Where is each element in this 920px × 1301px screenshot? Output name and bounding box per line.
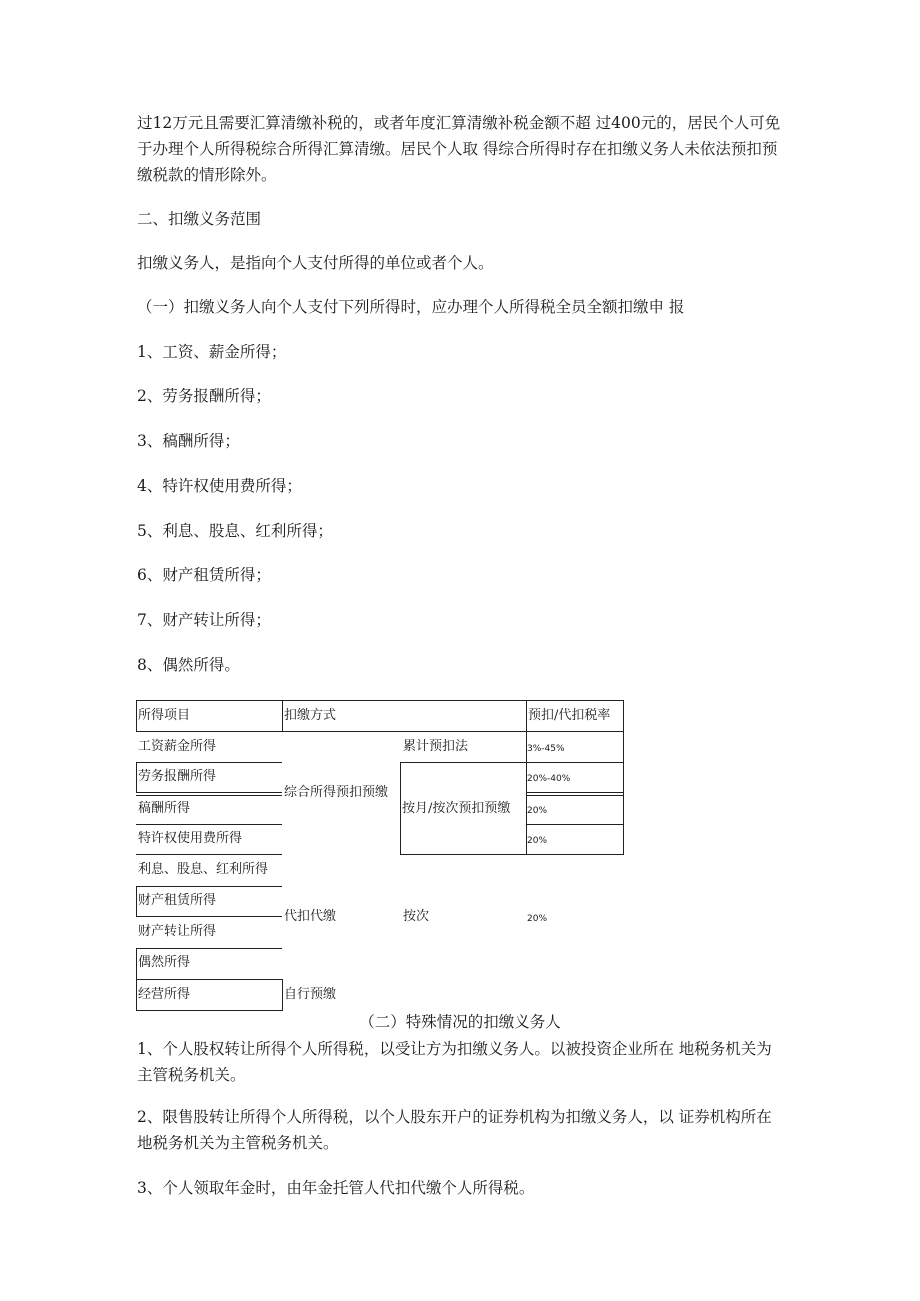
- table-row-item: 特许权使用费所得: [138, 831, 243, 846]
- table-row-item: 财产租赁所得: [138, 893, 217, 908]
- table-border: [282, 979, 283, 1011]
- table-border: [136, 948, 282, 949]
- list-item: 8、偶然所得。: [137, 656, 240, 674]
- list-item: 6、财产租赁所得；: [137, 566, 271, 584]
- rate-value: 20%: [527, 836, 548, 846]
- rate-value: 3%-45%: [527, 744, 565, 754]
- table-border: [136, 762, 137, 793]
- submethod-per-time: 按次: [403, 909, 430, 924]
- table-row-item: 工资薪金所得: [138, 739, 217, 754]
- list-item: 2、劳务报酬所得；: [137, 387, 271, 405]
- table-border: [400, 762, 624, 763]
- table-border: [136, 792, 282, 793]
- table-row-item: 利息、股息、红利所得: [138, 862, 269, 877]
- submethod-cumulative: 累计预扣法: [403, 739, 469, 754]
- table-row-item: 财产转让所得: [138, 924, 217, 939]
- special-case-item: 1、个人股权转让所得个人所得税，以受让方为扣缴义务人。以被投资企业所在 地税务机关为主管税务机关。: [137, 1040, 772, 1084]
- list-item: 5、利息、股息、红利所得；: [137, 522, 333, 540]
- header-rate: 预扣/代扣税率: [528, 708, 611, 723]
- table-border: [136, 854, 282, 855]
- subsection-heading-2: （二）特殊情况的扣缴义务人: [359, 1013, 561, 1031]
- rate-value: 20%-40%: [527, 774, 571, 784]
- table-border: [136, 824, 282, 825]
- table-row-item: 劳务报酬所得: [138, 769, 217, 784]
- header-method: 扣缴方式: [284, 708, 337, 723]
- submethod-monthly: 按月/按次预扣预缴: [402, 801, 511, 816]
- list-item: 3、稿酬所得；: [137, 432, 240, 450]
- special-case-item: 2、限售股转让所得个人所得税，以个人股东开户的证券机构为扣缴义务人，以 证券机构所在地税务机关为主管税务机关。: [137, 1108, 772, 1152]
- withholding-table: [136, 700, 624, 1012]
- rate-value: 20%: [527, 914, 548, 924]
- section-heading-withholding-scope: 二、扣缴义务范围: [137, 210, 262, 228]
- rate-value: 20%: [527, 806, 548, 816]
- header-item: 所得项目: [138, 708, 191, 723]
- table-border: [526, 824, 624, 825]
- table-border: [400, 762, 401, 855]
- table-border: [623, 700, 624, 855]
- table-border: [526, 795, 624, 796]
- table-border: [136, 762, 282, 763]
- special-case-item: 3、个人领取年金时，由年金托管人代扣代缴个人所得税。: [137, 1179, 535, 1197]
- method-self: 自行预缴: [284, 987, 337, 1002]
- table-border: [136, 886, 282, 887]
- table-border: [136, 979, 282, 980]
- table-border: [136, 700, 624, 701]
- table-border: [282, 700, 283, 732]
- intro-paragraph: 过12万元且需要汇算清缴补税的，或者年度汇算清缴补税金额不超 过400元的，居民个人可免于办理个人所得税综合所得汇算清缴。居民个人取 得综合所得时存在扣缴义务人未依法预扣预缴税款的情形除外。: [137, 114, 781, 184]
- table-row-item: 经营所得: [138, 987, 191, 1002]
- list-item: 4、特许权使用费所得；: [137, 477, 302, 495]
- list-item: 7、财产转让所得；: [137, 611, 271, 629]
- table-border: [136, 886, 137, 917]
- table-border: [136, 731, 624, 732]
- list-item: 1、工资、薪金所得；: [137, 343, 287, 361]
- withholder-definition: 扣缴义务人，是指向个人支付所得的单位或者个人。: [137, 254, 494, 272]
- table-border: [400, 854, 624, 855]
- method-comprehensive: 综合所得预扣预缴: [284, 785, 389, 800]
- subsection-heading-1: （一）扣缴义务人向个人支付下列所得时，应办理个人所得税全员全额扣缴申 报: [137, 298, 685, 316]
- table-border: [136, 916, 282, 917]
- method-withhold: 代扣代缴: [284, 909, 337, 924]
- table-border: [136, 700, 137, 732]
- table-row-item: 稿酬所得: [138, 801, 191, 816]
- table-border: [526, 792, 624, 793]
- table-border: [136, 795, 282, 796]
- table-row-item: 偶然所得: [138, 955, 191, 970]
